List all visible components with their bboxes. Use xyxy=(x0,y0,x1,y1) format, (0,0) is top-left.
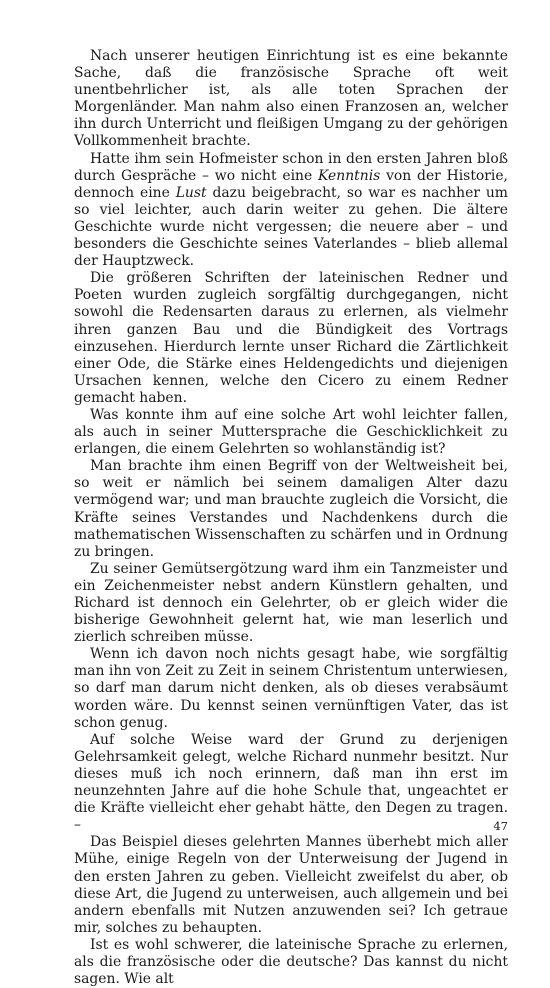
text-run: Hatte ihm sein Hofmeister schon in den ersten Jahren bloß durch Gespräche – wo nicht eine xyxy=(74,150,508,184)
text-run: Ist es wohl schwerer, die lateinische Sprache zu erlernen, als die französische oder die deutsche? Das kannst du nicht sagen. Wie alt xyxy=(74,936,508,988)
emphasis-text: Lust xyxy=(175,184,207,201)
body-text xyxy=(74,48,508,988)
paragraph xyxy=(74,407,508,458)
text-run: Auf solche Weise ward der Grund zu derjenigen Gelehrsamkeit gelegt, welche Richard nunmehr besitzt. Nur dieses muß ich noch erinnern, daß man ihn erst im neunzehnten Jahre auf die hohe Schule that, ungeachtet er die Kräfte vielleicht eher gehabt hätte, den Degen zu tragen. – xyxy=(74,731,508,834)
text-run: Das Beispiel dieses gelehrten Mannes überhebt mich aller Mühe, einige Regeln von der Unterweisung der Jugend in den ersten Jahren zu geben. Vielleicht zweifelst du aber, ob diese Art, die Jugend zu unterweisen, auch allgemein und bei andern ebenfalls mit Nutzen anzuwenden sei? Ich getraue mir, solches zu behaupten. xyxy=(74,834,508,936)
text-run: Was konnte ihm auf eine solche Art wohl leichter fallen, als auch in seiner Muttersprache die Geschicklichkeit zu erlangen, die einem Gelehrten so wohlanständig ist? xyxy=(74,406,508,458)
text-run: Wenn ich davon noch nichts gesagt habe, wie sorgfältig man ihn von Zeit zu Zeit in seinem Christentum unterwiesen, so darf man darum nicht denken, als ob dieses verabsäumt worden wäre. Du kennst seinen vernünftigen Vater, das ist schon genug. xyxy=(74,646,508,731)
paragraph xyxy=(74,151,508,271)
text-run: dazu beigebracht, so war es nachher um so viel leichter, auch darin weiter zu gehen. Die ältere Geschichte wurde nicht vergessen; die neuere aber – und besonders die Geschichte seines Vaterlandes – blieb allemal der Hauptzweck. xyxy=(74,184,508,270)
text-run: Die größeren Schriften der lateinischen Redner und Poeten wurden zugleich sorgfältig durchgegangen, nicht sowohl die Redensarten daraus zu erlernen, als vielmehr ihren ganzen Bau und die Bündigkeit des Vortrags einzusehen. Hierdurch lernte unser Richard die Zärtlichkeit einer Ode, die Stärke eines Heldengedichts und diejenigen Ursachen kennen, welche den Cicero zu einem Redner gemacht haben. xyxy=(74,270,508,406)
paragraph xyxy=(74,646,508,731)
text-run: von der Historie, dennoch eine xyxy=(74,167,508,201)
paragraph xyxy=(74,458,508,561)
paragraph xyxy=(74,48,508,151)
text-run: Man brachte ihm einen Begriff von der Weltweisheit bei, so weit er nämlich bei seinem damaligen Alter dazu vermögend war; und man brauchte zugleich die Vorsicht, die Kräfte seines Verstandes und Nachdenkens durch die mathematischen Wissenschaften zu schärfen und in Ordnung zu bringen. xyxy=(74,458,508,560)
text-run: Nach unserer heutigen Einrichtung ist es eine bekannte Sache, daß die französische Sprache oft weit unentbehrlicher ist, als alle toten Sprachen der Morgenländer. Man nahm also einen Franzosen an, welcher ihn durch Unterricht und fleißigen Umgang zu der gehörigen Vollkommenheit brachte. xyxy=(74,48,508,150)
paragraph xyxy=(74,937,508,988)
paragraph xyxy=(74,834,508,937)
paragraph xyxy=(74,561,508,646)
text-run: Zu seiner Gemütsergötzung ward ihm ein Tanzmeister und ein Zeichenmeister nebst andern Künstlern gehalten, und Richard ist dennoch ein Gelehrter, ob er gleich wider die bisherige Gewohnheit gelernt hat, wie man leserlich und zierlich schreiben müsse. xyxy=(74,560,508,646)
paragraph xyxy=(74,270,508,407)
emphasis-text: Kenntnis xyxy=(318,167,381,184)
paragraph xyxy=(74,732,508,835)
page-number: 47 xyxy=(493,819,508,833)
